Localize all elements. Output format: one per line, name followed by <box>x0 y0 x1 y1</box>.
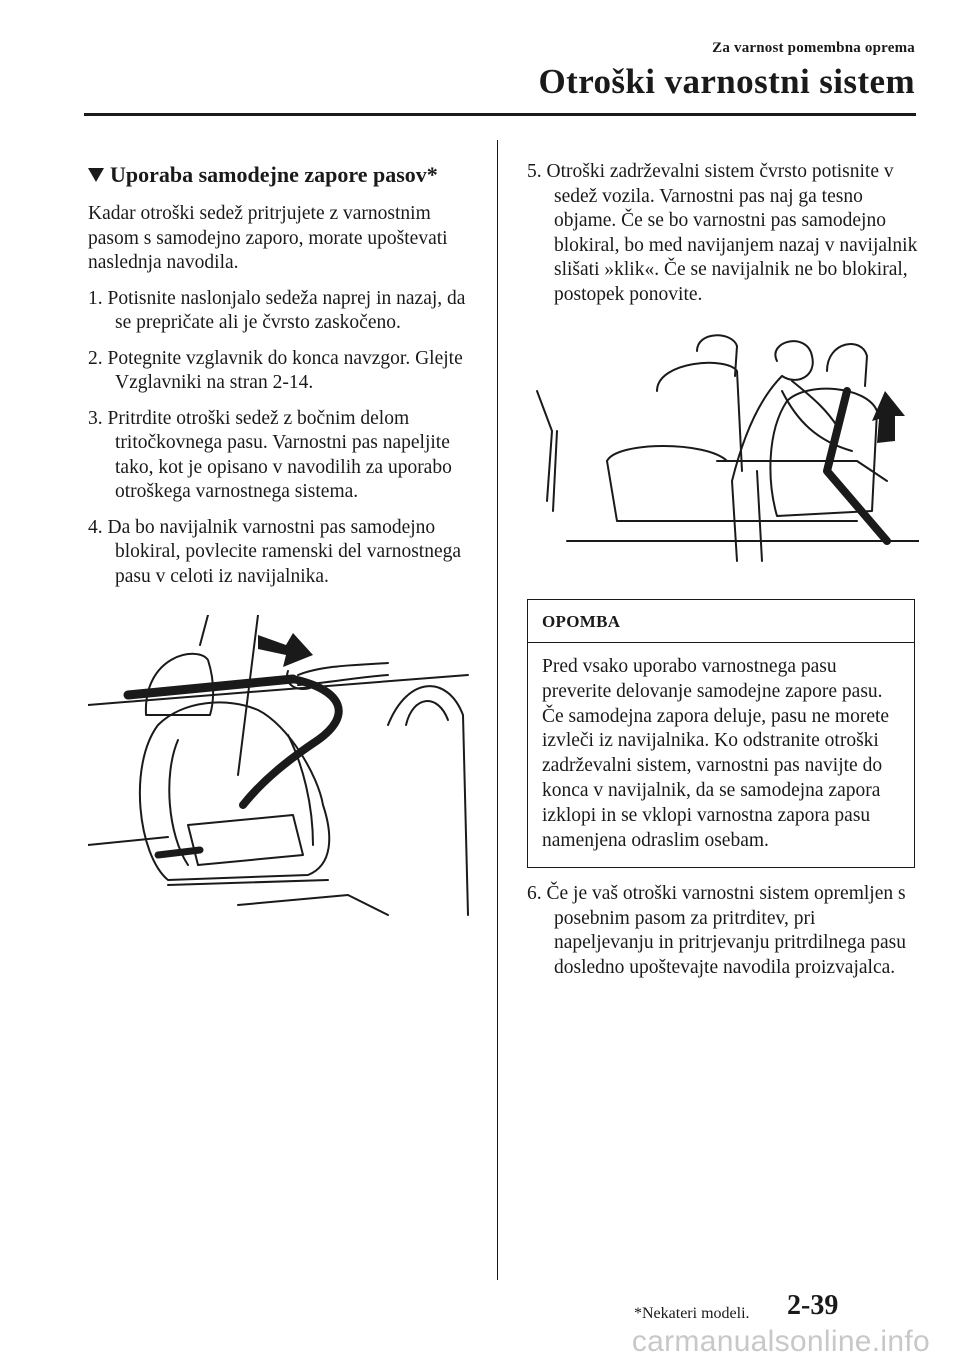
left-column <box>88 160 480 920</box>
note-title: OPOMBA <box>528 600 914 643</box>
step-3: 3. Pritrdite otroški sedež z bočnim delom tritočkovnega pasu. Varnostni pas napeljite tako, kot je opisano v navodilih za uporabo otroškega varnostnega sistema. <box>88 407 452 502</box>
note-text: Pred vsako uporabo varnostnega pasu preverite delovanje samodejne zapore pasu. Če samodejna zapora deluje, pasu ne morete izvleči iz navijalnika. Ko odstranite otroški zadrževalni sistem, varnostni pas navijte do konca v navijalnik, da se samodejna zapora izklopi in se vklopi varnostna zapora pasu namenjena odraslim osebam. <box>542 656 890 851</box>
step-2: 2. Potegnite vzglavnik do konca navzgor. Glejte Vzglavniki na stran 2-14. <box>88 347 463 393</box>
footnote: *Nekateri modeli. <box>634 1305 750 1322</box>
section-label: Za varnost pomembna oprema <box>712 40 915 56</box>
note-box <box>527 599 915 868</box>
intro-paragraph: Kadar otroški sedež pritrjujete z varnostnim pasom s samodejno zaporo, morate upoštevati naslednja navodila. <box>88 203 448 273</box>
column-divider <box>497 140 498 1280</box>
child-seat-belt-pull-illustration <box>88 615 480 920</box>
child-seat-push-illustration <box>527 331 919 571</box>
step-1: 1. Potisnite naslonjalo sedeža naprej in nazaj, da se prepričate ali je čvrsto zaskočeno. <box>88 287 466 333</box>
chapter-title: Otroški varnostni sistem <box>538 62 915 101</box>
down-triangle-icon <box>88 168 104 182</box>
step-6: 6. Če je vaš otroški varnostni sistem opremljen s posebnim pasom za pritrditev, pri napeljevanju in pritrjevanju pritrdilnega pasu dosledno upoštevajte navodila proizvajalca. <box>527 883 906 978</box>
section-heading-text: Uporaba samodejne zapore pasov* <box>110 162 438 187</box>
right-column <box>527 160 919 991</box>
section-heading <box>88 160 480 190</box>
step-5: 5. Otroški zadrževalni sistem čvrsto potisnite v sedež vozila. Varnostni pas naj ga tesno objame. Če se bo varnostni pas samodejno blokiral, bo med navijanjem nazaj v navijalnik slišati »klik«. Če se navijalnik ne bo blokiral, postopek ponovite. <box>527 161 918 305</box>
watermark-text: carmanualsonline.info <box>631 1325 930 1358</box>
step-4: 4. Da bo navijalnik varnostni pas samodejno blokiral, povlecite ramenski del varnostnega pasu v celoti iz navijalnika. <box>88 516 462 587</box>
header-rule <box>84 113 916 116</box>
page-number: 2-39 <box>787 1290 839 1321</box>
